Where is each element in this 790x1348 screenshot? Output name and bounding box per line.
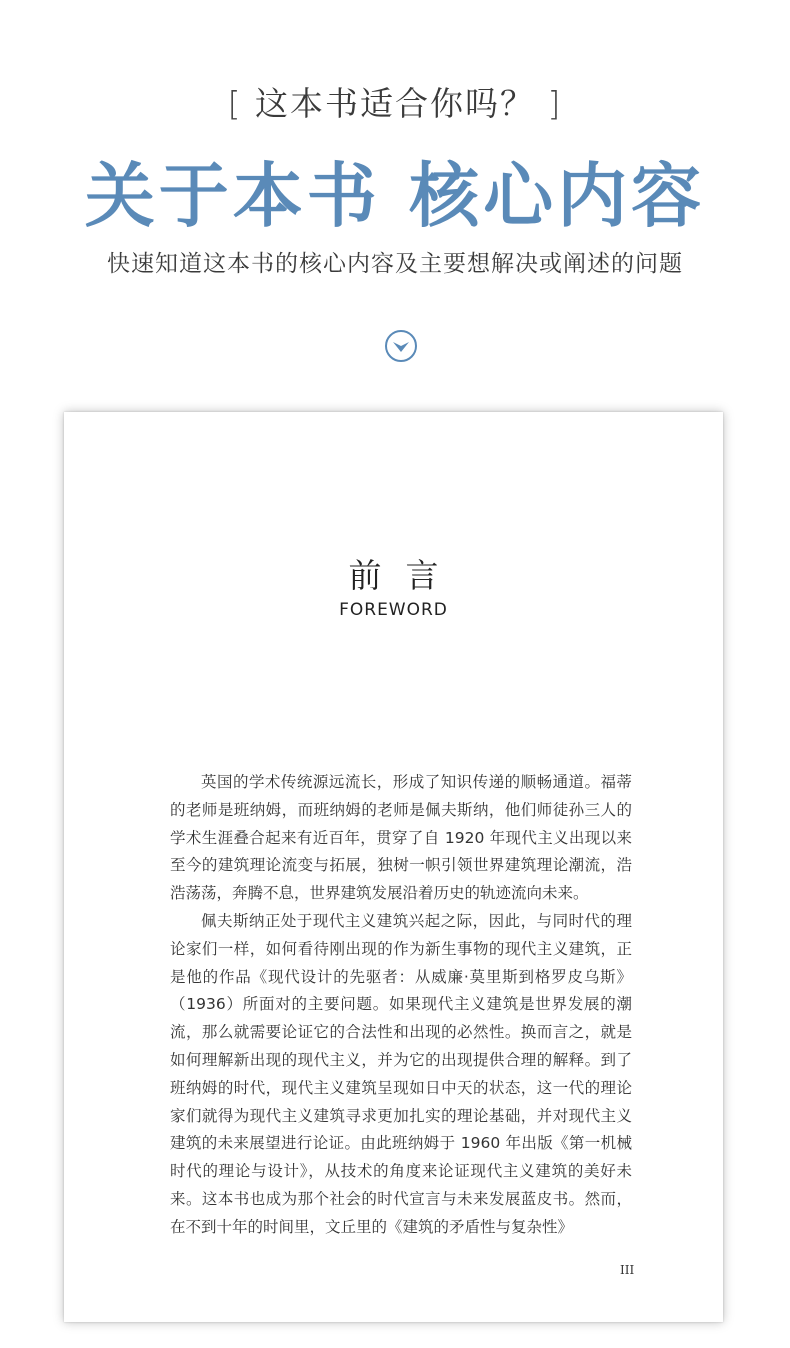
page-title: 前言 bbox=[348, 556, 463, 595]
question-text: 这本书适合你吗？ bbox=[255, 84, 535, 123]
book-page bbox=[64, 412, 723, 1322]
bracket-left: [ bbox=[227, 84, 243, 123]
section-title: 关于本书 核心内容 bbox=[84, 154, 706, 237]
page-subtitle: FOREWORD bbox=[339, 600, 448, 620]
page-body bbox=[170, 769, 632, 1242]
paragraph: 佩夫斯纳正处于现代主义建筑兴起之际，因此，与同时代的理论家们一样，如何看待刚出现的作为新生事物的现代主义建筑，正是他的作品《现代设计的先驱者：从威廉·莫里斯到格罗皮乌斯》（1936）所面对的主要问题。如果现代主义建筑是世界发展的潮流，那么就需要论证它的合法性和出现的必然性。换而言之，就是如何理解新出现的现代主义，并为它的出现提供合理的解释。到了班纳姆的时代，现代主义建筑呈现如日中天的状态，这一代的理论家们就得为现代主义建筑寻求更加扎实的理论基础，并对现代主义建筑的未来展望进行论证。由此班纳姆于 1960 年出版《第一机械时代的理论与设计》，从技术的角度来论证现代主义建筑的美好未来。这本书也成为那个社会的时代宣言与未来发展蓝皮书。然而，在不到十年的时间里，文丘里的《建筑的矛盾性与复杂性》 bbox=[170, 911, 632, 1236]
page-number: III bbox=[620, 1263, 635, 1277]
paragraph: 英国的学术传统源远流长，形成了知识传递的顺畅通道。福蒂的老师是班纳姆，而班纳姆的老师是佩夫斯纳，他们师徒孙三人的学术生涯叠合起来有近百年，贯穿了自 1920 年现代主义出现以来至今的建筑理论流变与拓展，独树一帜引领世界建筑理论潮流，浩浩荡荡，奔腾不息，世界建筑发展沿着历史的轨迹流向未来。 bbox=[170, 773, 632, 903]
chevron-down-circle-icon bbox=[384, 329, 418, 363]
section-description: 快速知道这本书的核心内容及主要想解决或阐述的问题 bbox=[107, 251, 683, 277]
section-question bbox=[0, 78, 790, 125]
bracket-right: ] bbox=[547, 84, 563, 123]
